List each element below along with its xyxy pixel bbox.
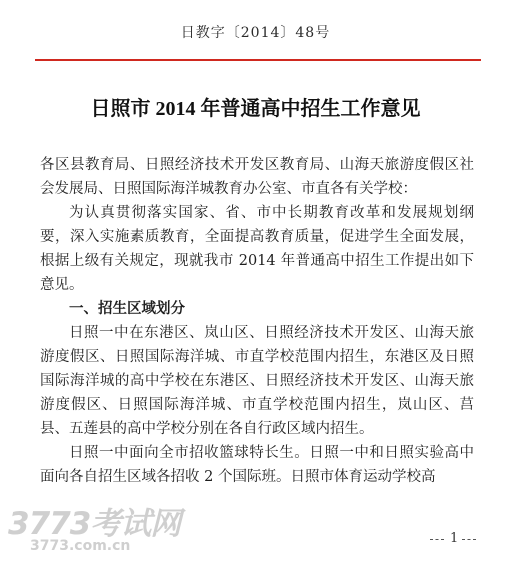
document-title: 日照市 2014 年普通高中招生工作意见: [90, 98, 421, 120]
watermark-brand: 3773考试网: [8, 506, 181, 542]
salutation-paragraph: 各区县教育局、日照经济技术开发区教育局、山海天旅游度假区社会发展局、日照国际海洋城教育办公室、市直各有关学校：: [40, 157, 474, 197]
page-number-value: 1: [450, 531, 459, 546]
document-body: [40, 153, 474, 489]
page-number: [428, 531, 488, 547]
section-paragraph: 日照一中在东港区、岚山区、日照经济技术开发区、山海天旅游度假区、日照国际海洋城、市直学校范围内招生，东港区及日照国际海洋城的高中学校在东港区、日照经济技术开发区、山海天旅游度假区、日照国际海洋城、市直学校范围内招生，岚山区、莒县、五莲县的高中学校分别在各自行政区域内招生。: [40, 325, 474, 437]
document-number: 日教字〔2014〕48号: [180, 25, 331, 41]
intro-paragraph: 为认真贯彻落实国家、省、市中长期教育改革和发展规划纲要，深入实施素质教育，全面提高教育质量，促进学生全面发展，根据上级有关规定，现就我市 2014 年普通高中招生工作提出如下意见。: [40, 205, 474, 293]
dash-left: [430, 539, 444, 540]
section-heading: 一、招生区域划分: [69, 300, 185, 317]
watermark-url: 3773.com.cn: [30, 538, 131, 554]
red-separator-line: [35, 59, 481, 61]
dash-right: [462, 539, 476, 540]
site-watermark: [8, 498, 198, 560]
section-paragraph: 日照一中面向全市招收篮球特长生。日照一中和日照实验高中面向各自招生区域各招收 2 个国际班。日照市体育运动学校高: [40, 445, 474, 485]
